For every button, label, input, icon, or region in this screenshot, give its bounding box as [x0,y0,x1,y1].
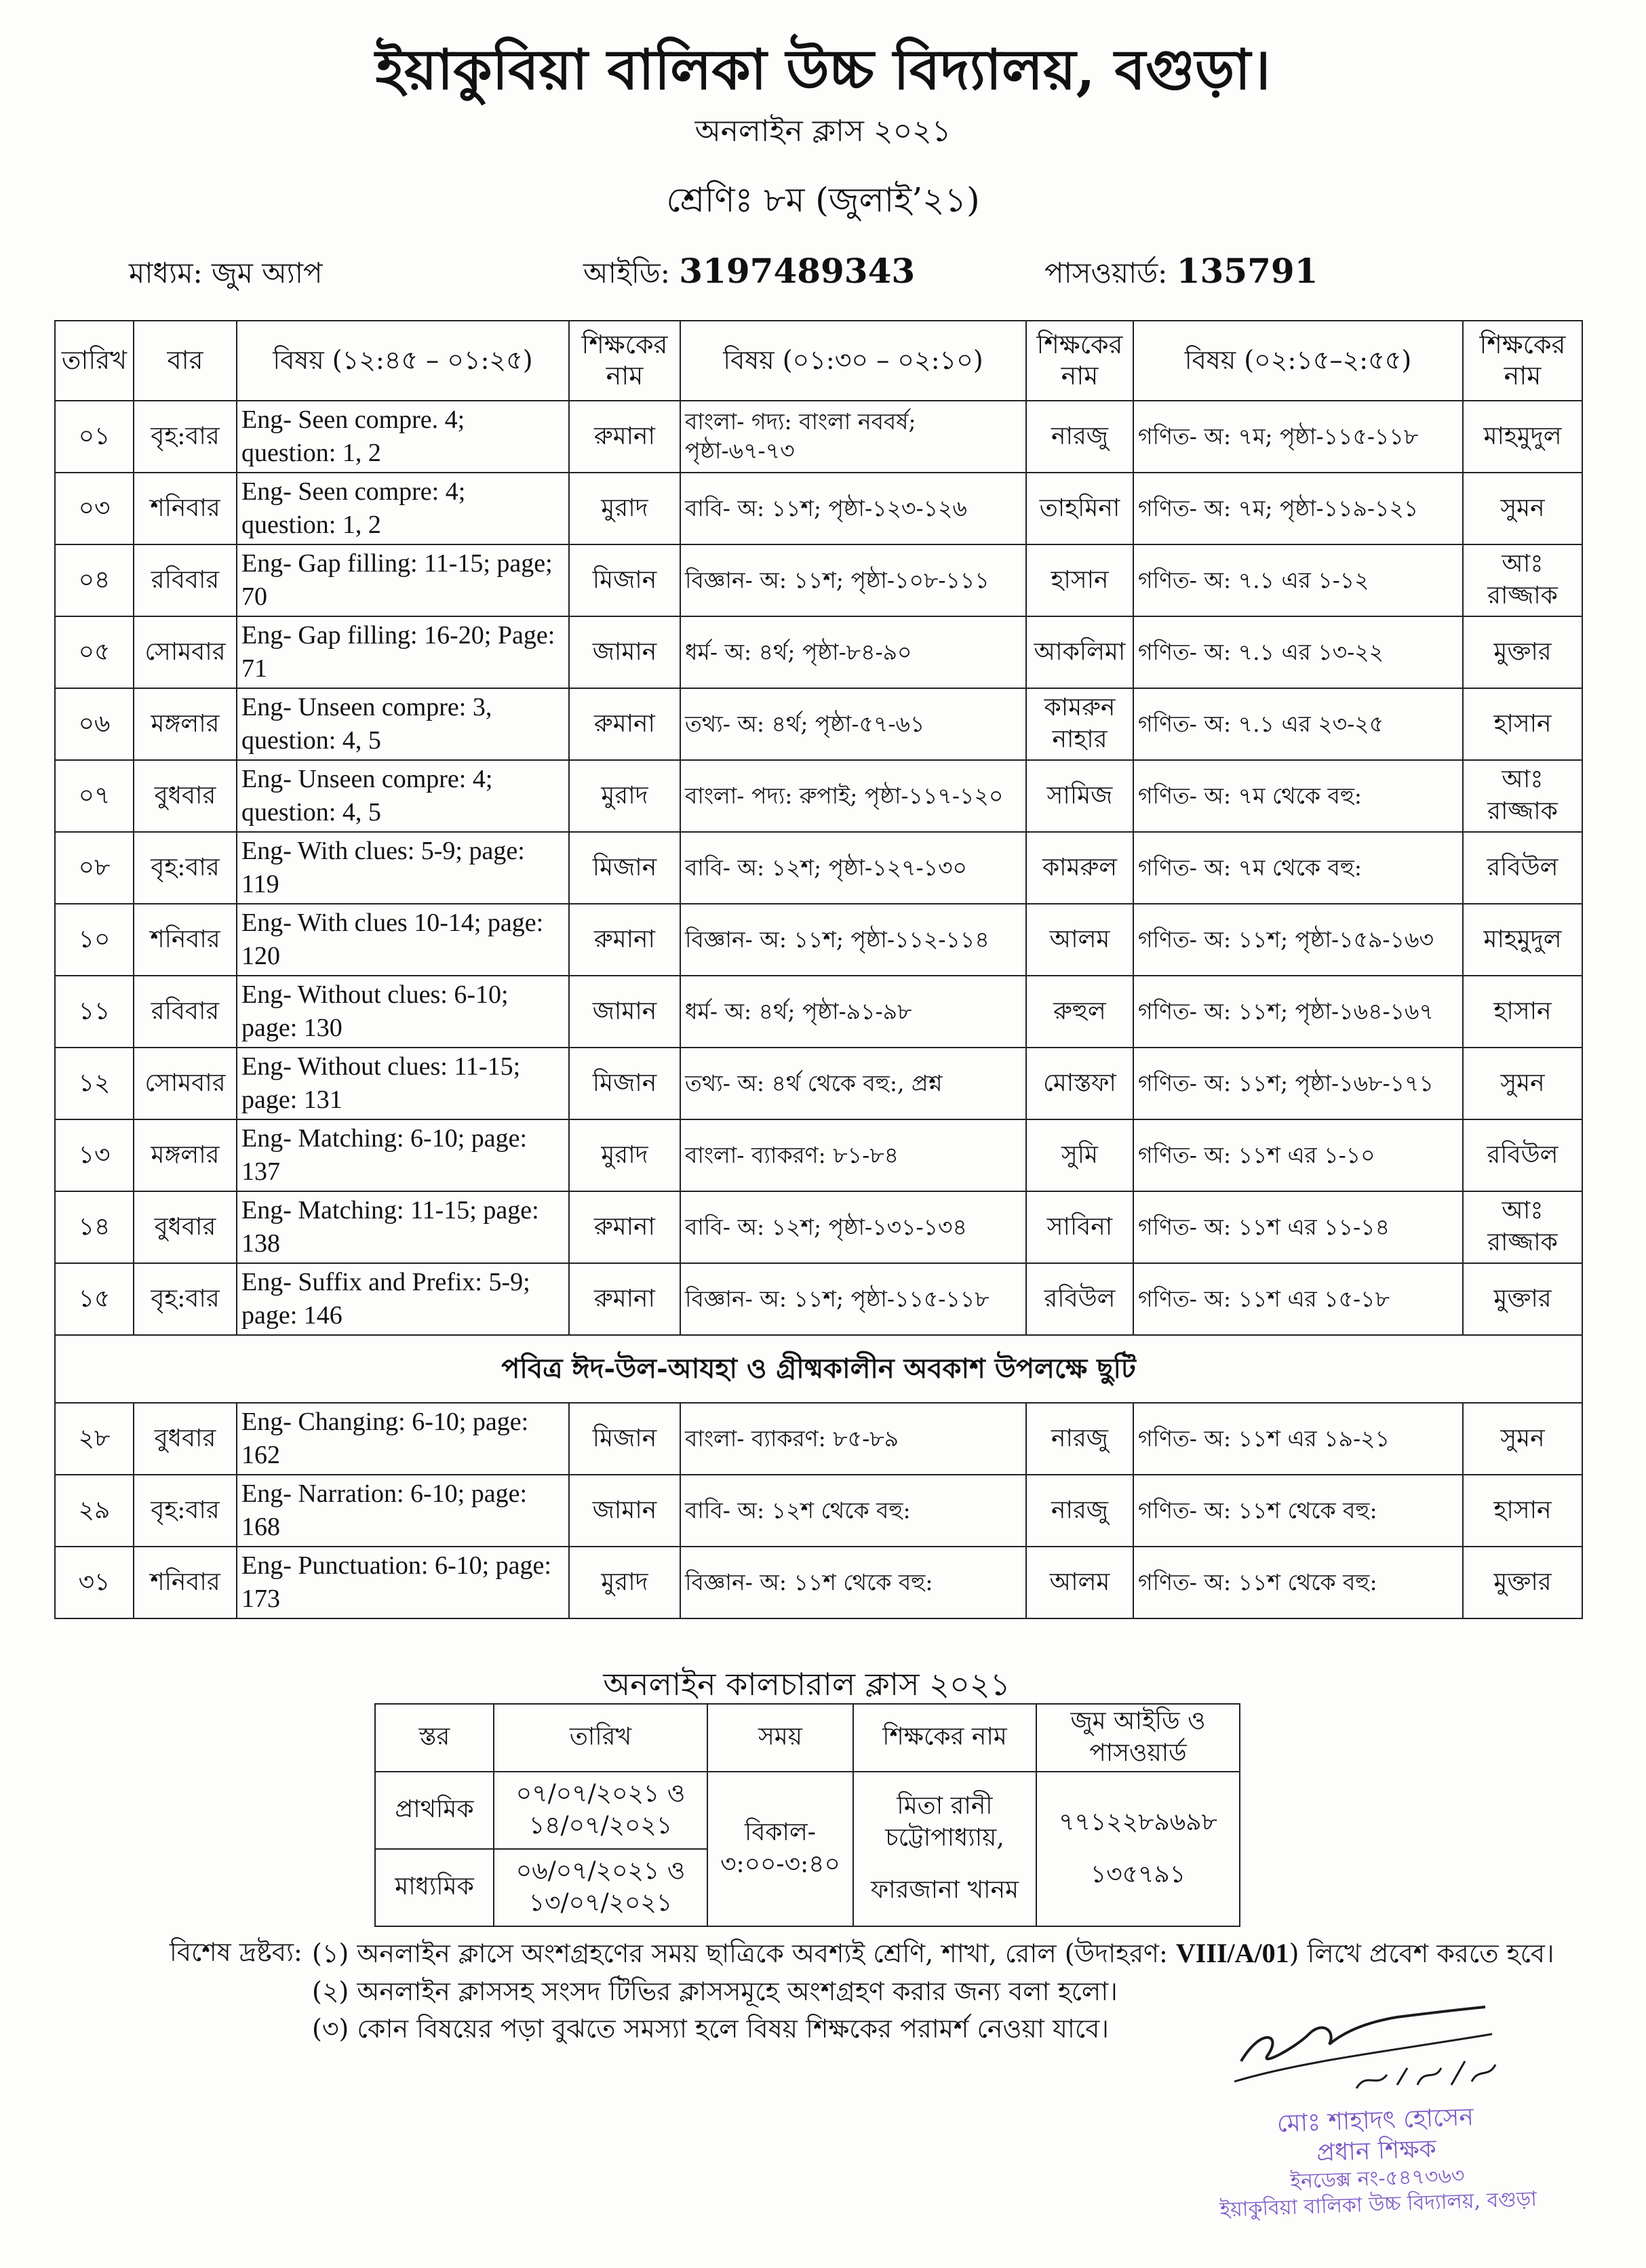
cultural-zoom-id: ৭৭১২২৮৯৬৯৮ [1059,1808,1217,1836]
cultural-teacher-1: মিতা রানী চট্টোপাধ্যায়, [885,1792,1004,1852]
schedule-row [55,544,1582,616]
cell-subject-2: বাবি- অ: ১২শ; পৃষ্ঠা-১২৭-১৩০ [680,832,1026,904]
cell-subject-3: গণিত- অ: ৭ম থেকে বহু: [1133,832,1463,904]
cell-teacher-2: আলম [1026,1547,1133,1618]
cell-teacher-3: রবিউল [1463,1119,1582,1191]
cell-teacher-2: নারজু [1026,401,1133,473]
note-1-code: VIII/A/01 [1175,1938,1289,1968]
note-1-text: (১) অনলাইন ক্লাসে অংশগ্রহণের সময় ছাত্রিকে অবশ্যই শ্রেণি, শাখা, রোল (উদাহরণ: [312,1938,1168,1968]
cell-date: ০৬ [55,688,134,760]
cell-day: সোমবার [134,616,237,688]
seal-name: মোঃ শাহাদৎ হোসেন [1276,2103,1474,2138]
cell-teacher-3: সুমন [1463,473,1582,544]
cultural-header-date: তারিখ [494,1704,707,1772]
cell-teacher-1: মুরাদ [569,1547,680,1618]
cell-subject-2: বিজ্ঞান- অ: ১১শ থেকে বহু: [680,1547,1026,1618]
header-date: তারিখ [55,321,134,401]
cultural-level-primary: প্রাথমিক [375,1772,494,1849]
zoom-id-value: 3197489343 [679,251,916,291]
cultural-header-time: সময় [707,1704,853,1772]
cell-date: ০৭ [55,760,134,832]
schedule-row [55,401,1582,473]
cell-teacher-1: জামান [569,976,680,1048]
schedule-row [55,1475,1582,1547]
cell-subject-2: তথ্য- অ: ৪র্থ; পৃষ্ঠা-৫৭-৬১ [680,688,1026,760]
note-1-end: ) লিখে প্রবেশ করতে হবে। [1289,1938,1554,1968]
cell-subject-3: গণিত- অ: ১১শ থেকে বহু: [1133,1547,1463,1618]
cell-day: মঙ্গলার [134,688,237,760]
cell-teacher-1: রুমানা [569,688,680,760]
schedule-body [55,401,1582,1618]
cell-teacher-1: মিজান [569,1403,680,1475]
schedule-row [55,1403,1582,1475]
cell-day: সোমবার [134,1048,237,1119]
cell-teacher-1: রুমানা [569,904,680,976]
cell-teacher-2: সাবিনা [1026,1191,1133,1263]
cultural-header-level: স্তর [375,1704,494,1772]
schedule-row [55,760,1582,832]
cell-teacher-3: মুক্তার [1463,1547,1582,1618]
cell-teacher-3: হাসান [1463,688,1582,760]
cell-date: ১১ [55,976,134,1048]
cultural-zoom [1036,1772,1240,1926]
schedule-row [55,616,1582,688]
cultural-dates-primary: ০৭/০৭/২০২১ ও ১৪/০৭/২০২১ [494,1772,707,1849]
cell-subject-1: Eng- Unseen compre: 3, question: 4, 5 [237,688,569,760]
cell-date: ১২ [55,1048,134,1119]
cell-teacher-3: আঃ রাজ্জাক [1463,760,1582,832]
cell-teacher-1: জামান [569,616,680,688]
cell-subject-1: Eng- With clues: 5-9; page: 119 [237,832,569,904]
cell-teacher-1: মিজান [569,544,680,616]
cultural-class-title: অনলাইন কালচারাল ক্লাস ২০২১ [603,1666,1011,1703]
header-teacher-1: শিক্ষকের নাম [569,321,680,401]
cell-date: ১৪ [55,1191,134,1263]
cell-subject-3: গণিত- অ: ৭.১ এর ২৩-২৫ [1133,688,1463,760]
cell-teacher-2: রুহুল [1026,976,1133,1048]
header-subject-3: বিষয় (০২:১৫–২:৫৫) [1133,321,1463,401]
cell-subject-3: গণিত- অ: ৭ম; পৃষ্ঠা-১১৫-১১৮ [1133,401,1463,473]
zoom-id-line [583,251,915,299]
cultural-time: বিকাল- ৩:০০-৩:৪০ [707,1772,853,1926]
notes-label: বিশেষ দ্রষ্টব্য: [170,1937,302,1967]
schedule-row [55,1119,1582,1191]
cell-teacher-3: রবিউল [1463,832,1582,904]
cell-subject-1: Eng- Matching: 11-15; page: 138 [237,1191,569,1263]
cell-subject-2: ধর্ম- অ: ৪র্থ; পৃষ্ঠা-৮৪-৯০ [680,616,1026,688]
online-class-subtitle: অনলাইন ক্লাস ২০২১ [694,114,952,148]
cell-teacher-2: নারজু [1026,1403,1133,1475]
medium-label: মাধ্যম: জুম অ্যাপ [129,256,323,290]
zoom-id-label: আইডি: [583,256,670,290]
cell-teacher-2: কামরুন নাহার [1026,688,1133,760]
cell-teacher-2: আকলিমা [1026,616,1133,688]
cell-subject-3: গণিত- অ: ১১শ এর ১১-১৪ [1133,1191,1463,1263]
cell-teacher-1: রুমানা [569,401,680,473]
cell-teacher-3: মুক্তার [1463,1263,1582,1335]
cell-day: বুধবার [134,760,237,832]
schedule-row [55,1048,1582,1119]
cell-subject-3: গণিত- অ: ৭.১ এর ১৩-২২ [1133,616,1463,688]
cell-subject-3: গণিত- অ: ৭.১ এর ১-১২ [1133,544,1463,616]
cell-teacher-3: সুমন [1463,1403,1582,1475]
cultural-header-teacher: শিক্ষকের নাম [853,1704,1036,1772]
schedule-row [55,1263,1582,1335]
cell-teacher-2: রবিউল [1026,1263,1133,1335]
cell-subject-1: Eng- Unseen compre: 4; question: 4, 5 [237,760,569,832]
schedule-row [55,1547,1582,1618]
cell-date: ১৫ [55,1263,134,1335]
cell-teacher-3: হাসান [1463,1475,1582,1547]
cell-subject-1: Eng- Seen compre: 4; question: 1, 2 [237,473,569,544]
cell-subject-3: গণিত- অ: ১১শ; পৃষ্ঠা-১৬৪-১৬৭ [1133,976,1463,1048]
holiday-row [55,1335,1582,1403]
cell-subject-1: Eng- Changing: 6-10; page: 162 [237,1403,569,1475]
cell-teacher-3: মাহমুদুল [1463,401,1582,473]
cell-subject-1: Eng- Gap filling: 16-20; Page: 71 [237,616,569,688]
headmaster-seal [1192,2099,1561,2224]
cell-subject-1: Eng- Gap filling: 11-15; page; 70 [237,544,569,616]
seal-school: ইয়াকুবিয়া বালিকা উচ্চ বিদ্যালয়, বগুড়া [1219,2187,1537,2222]
cell-teacher-1: রুমানা [569,1263,680,1335]
schedule-row [55,688,1582,760]
cell-subject-3: গণিত- অ: ১১শ এর ১৫-১৮ [1133,1263,1463,1335]
cell-date: ৩১ [55,1547,134,1618]
cell-day: শনিবার [134,473,237,544]
cell-subject-2: বাবি- অ: ১২শ; পৃষ্ঠা-১৩১-১৩৪ [680,1191,1026,1263]
cultural-teachers [853,1772,1036,1926]
note-3: (৩) কোন বিষয়ের পড়া বুঝতে সমস্যা হলে বিষয় শিক্ষকের পরামর্শ নেওয়া যাবে। [312,2014,1109,2044]
cell-subject-1: Eng- With clues 10-14; page: 120 [237,904,569,976]
cell-subject-3: গণিত- অ: ১১শ এর ১৯-২১ [1133,1403,1463,1475]
schedule-row [55,832,1582,904]
seal-designation: প্রধান শিক্ষক [1316,2134,1437,2168]
cell-subject-2: বাবি- অ: ১১শ; পৃষ্ঠা-১২৩-১২৬ [680,473,1026,544]
cell-subject-3: গণিত- অ: ১১শ; পৃষ্ঠা-১৬৮-১৭১ [1133,1048,1463,1119]
zoom-password-line [1044,251,1318,299]
cell-teacher-2: কামরুল [1026,832,1133,904]
cell-teacher-1: মুরাদ [569,760,680,832]
cell-day: বুধবার [134,1403,237,1475]
cell-subject-1: Eng- Matching: 6-10; page: 137 [237,1119,569,1191]
cell-date: ০৪ [55,544,134,616]
cultural-dates-secondary: ০৬/০৭/২০২১ ও ১৩/০৭/২০২১ [494,1849,707,1926]
cell-subject-3: গণিত- অ: ৭ম; পৃষ্ঠা-১১৯-১২১ [1133,473,1463,544]
cultural-level-secondary: মাধ্যমিক [375,1849,494,1926]
cultural-teacher-2: ফারজানা খানম [870,1875,1019,1904]
cell-subject-1: Eng- Without clues: 11-15; page: 131 [237,1048,569,1119]
cell-teacher-2: আলম [1026,904,1133,976]
cell-date: ০৩ [55,473,134,544]
cell-teacher-1: মিজান [569,832,680,904]
cell-teacher-1: মুরাদ [569,1119,680,1191]
cell-day: বৃহ:বার [134,832,237,904]
header-subject-1: বিষয় (১২:৪৫ – ০১:২৫) [237,321,569,401]
cell-subject-3: গণিত- অ: ১১শ এর ১-১০ [1133,1119,1463,1191]
cell-day: বুধবার [134,1191,237,1263]
cultural-row-primary [375,1772,1240,1849]
cell-subject-1: Eng- Suffix and Prefix: 5-9; page: 146 [237,1263,569,1335]
cell-day: মঙ্গলার [134,1119,237,1191]
holiday-note: পবিত্র ঈদ-উল-আযহা ও গ্রীষ্মকালীন অবকাশ উপলক্ষে ছুটি [55,1335,1582,1403]
header-day: বার [134,321,237,401]
cell-teacher-2: সামিজ [1026,760,1133,832]
cell-subject-3: গণিত- অ: ৭ম থেকে বহু: [1133,760,1463,832]
schedule-header-row [55,321,1582,401]
cell-subject-2: বিজ্ঞান- অ: ১১শ; পৃষ্ঠা-১১২-১১৪ [680,904,1026,976]
schedule-row [55,904,1582,976]
seal-index: ইনডেক্স নং-৫৪৭৩৬৩ [1289,2164,1466,2194]
cell-subject-2: বাংলা- গদ্য: বাংলা নববর্ষ; পৃষ্ঠা-৬৭-৭৩ [680,401,1026,473]
headmaster-signature [1221,1987,1506,2102]
cell-teacher-2: সুমি [1026,1119,1133,1191]
cell-day: রবিবার [134,976,237,1048]
cell-day: রবিবার [134,544,237,616]
zoom-password-value: 135791 [1176,251,1318,291]
cell-teacher-2: তাহমিনা [1026,473,1133,544]
cell-date: ১০ [55,904,134,976]
cell-day: বৃহ:বার [134,1475,237,1547]
cultural-header-row [375,1704,1240,1772]
cell-subject-3: গণিত- অ: ১১শ; পৃষ্ঠা-১৫৯-১৬৩ [1133,904,1463,976]
cell-teacher-1: জামান [569,1475,680,1547]
cell-teacher-3: মুক্তার [1463,616,1582,688]
note-2: (২) অনলাইন ক্লাসসহ সংসদ টিভির ক্লাসসমূহে অংশগ্রহণ করার জন্য বলা হলো। [312,1976,1118,2006]
cell-date: ১৩ [55,1119,134,1191]
cell-subject-3: গণিত- অ: ১১শ থেকে বহু: [1133,1475,1463,1547]
cell-subject-2: তথ্য- অ: ৪র্থ থেকে বহু:, প্রশ্ন [680,1048,1026,1119]
cell-teacher-2: মোস্তফা [1026,1048,1133,1119]
cell-date: ০৮ [55,832,134,904]
cell-day: বৃহ:বার [134,1263,237,1335]
class-schedule-table [54,320,1583,1619]
cell-subject-2: বাংলা- পদ্য: রুপাই; পৃষ্ঠা-১১৭-১২০ [680,760,1026,832]
cell-day: শনিবার [134,904,237,976]
cell-teacher-1: মিজান [569,1048,680,1119]
school-title: ইয়াকুবিয়া বালিকা উচ্চ বিদ্যালয়, বগুড়া। [375,37,1271,102]
cell-date: ২৮ [55,1403,134,1475]
cell-subject-2: বাংলা- ব্যাকরণ: ৮৫-৮৯ [680,1403,1026,1475]
cell-teacher-1: মুরাদ [569,473,680,544]
cell-teacher-2: হাসান [1026,544,1133,616]
cultural-class-table [374,1703,1240,1927]
zoom-password-label: পাসওয়ার্ড: [1044,256,1168,290]
cell-teacher-3: আঃ রাজ্জাক [1463,1191,1582,1263]
cell-teacher-3: আঃ রাজ্জাক [1463,544,1582,616]
cell-teacher-1: রুমানা [569,1191,680,1263]
schedule-row [55,1191,1582,1263]
header-subject-2: বিষয় (০১:৩০ – ০২:১০) [680,321,1026,401]
cell-subject-2: বিজ্ঞান- অ: ১১শ; পৃষ্ঠা-১০৮-১১১ [680,544,1026,616]
schedule-row [55,976,1582,1048]
schedule-row [55,473,1582,544]
class-line: শ্রেণিঃ ৮ম (জুলাই’২১) [666,180,980,220]
cell-subject-1: Eng- Seen compre. 4; question: 1, 2 [237,401,569,473]
cell-subject-2: বাবি- অ: ১২শ থেকে বহু: [680,1475,1026,1547]
cell-day: বৃহ:বার [134,401,237,473]
cultural-zoom-password: ১৩৫৭৯১ [1090,1860,1186,1888]
cell-subject-2: বিজ্ঞান- অ: ১১শ; পৃষ্ঠা-১১৫-১১৮ [680,1263,1026,1335]
cell-subject-1: Eng- Punctuation: 6-10; page: 173 [237,1547,569,1618]
cell-teacher-3: মাহমুদুল [1463,904,1582,976]
cell-date: ০৫ [55,616,134,688]
cell-subject-1: Eng- Without clues: 6-10; page: 130 [237,976,569,1048]
cell-day: শনিবার [134,1547,237,1618]
cultural-header-zoom: জুম আইডি ও পাসওয়ার্ড [1036,1704,1240,1772]
cell-teacher-3: হাসান [1463,976,1582,1048]
header-teacher-3: শিক্ষকের নাম [1463,321,1582,401]
cell-subject-2: বাংলা- ব্যাকরণ: ৮১-৮৪ [680,1119,1026,1191]
header-teacher-2: শিক্ষকের নাম [1026,321,1133,401]
cell-date: ০১ [55,401,134,473]
cell-date: ২৯ [55,1475,134,1547]
cell-teacher-2: নারজু [1026,1475,1133,1547]
cell-teacher-3: সুমন [1463,1048,1582,1119]
cell-subject-1: Eng- Narration: 6-10; page: 168 [237,1475,569,1547]
cell-subject-2: ধর্ম- অ: ৪র্থ; পৃষ্ঠা-৯১-৯৮ [680,976,1026,1048]
note-1 [312,1934,1554,1973]
